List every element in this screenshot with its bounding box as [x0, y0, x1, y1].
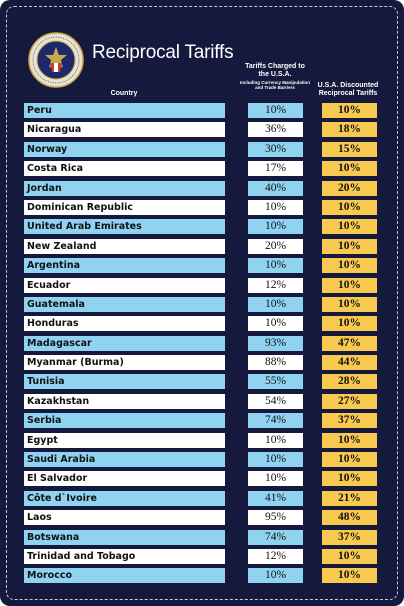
presidential-seal-icon: [28, 32, 84, 88]
table-row: [24, 394, 384, 409]
charged-tariff-cell: 10%: [248, 103, 303, 118]
table-row: [24, 549, 384, 564]
country-cell: Saudi Arabia: [24, 452, 225, 467]
country-cell: Dominican Republic: [24, 200, 225, 215]
table-row: [24, 530, 384, 545]
table-row: [24, 471, 384, 486]
country-cell: Tunisia: [24, 374, 225, 389]
discounted-tariff-cell: 10%: [322, 219, 377, 234]
discounted-tariff-cell: 10%: [322, 258, 377, 273]
discounted-tariff-cell: 37%: [322, 413, 377, 428]
discounted-tariff-cell: 10%: [322, 471, 377, 486]
country-cell: Serbia: [24, 413, 225, 428]
discounted-tariff-cell: 10%: [322, 278, 377, 293]
table-row: [24, 239, 384, 254]
table-row: [24, 258, 384, 273]
discounted-tariff-cell: 10%: [322, 549, 377, 564]
charged-tariff-cell: 55%: [248, 374, 303, 389]
table-row: [24, 374, 384, 389]
country-cell: Kazakhstan: [24, 394, 225, 409]
table-row: [24, 219, 384, 234]
charged-tariff-cell: 20%: [248, 239, 303, 254]
charged-tariff-cell: 74%: [248, 530, 303, 545]
discounted-tariff-cell: 44%: [322, 355, 377, 370]
charged-tariff-cell: 93%: [248, 336, 303, 351]
discounted-tariff-cell: 10%: [322, 200, 377, 215]
country-cell: Peru: [24, 103, 225, 118]
table-row: [24, 568, 384, 583]
country-cell: El Salvador: [24, 471, 225, 486]
charged-tariff-cell: 12%: [248, 278, 303, 293]
country-cell: Nicaragua: [24, 122, 225, 137]
page-title: Reciprocal Tariffs: [92, 42, 234, 63]
country-cell: Côte d`Ivoire: [24, 491, 225, 506]
country-cell: Argentina: [24, 258, 225, 273]
discounted-tariff-cell: 48%: [322, 510, 377, 525]
charged-tariff-cell: 10%: [248, 452, 303, 467]
country-cell: Jordan: [24, 181, 225, 196]
discounted-tariff-cell: 37%: [322, 530, 377, 545]
discounted-tariff-cell: 10%: [322, 297, 377, 312]
charged-tariff-cell: 40%: [248, 181, 303, 196]
table-row: [24, 142, 384, 157]
discounted-tariff-cell: 10%: [322, 433, 377, 448]
discounted-tariff-cell: 10%: [322, 568, 377, 583]
table-row: [24, 316, 384, 331]
tariff-table: [24, 103, 384, 588]
discounted-tariff-cell: 28%: [322, 374, 377, 389]
country-cell: Honduras: [24, 316, 225, 331]
discounted-tariff-cell: 15%: [322, 142, 377, 157]
country-cell: Norway: [24, 142, 225, 157]
table-row: [24, 278, 384, 293]
table-row: [24, 297, 384, 312]
discounted-tariff-cell: 10%: [322, 103, 377, 118]
table-row: [24, 161, 384, 176]
charged-tariff-cell: 10%: [248, 200, 303, 215]
country-cell: Madagascar: [24, 336, 225, 351]
discounted-tariff-cell: 21%: [322, 491, 377, 506]
column-header-discounted: U.S.A. Discounted Reciprocal Tariffs: [317, 82, 379, 97]
table-row: [24, 336, 384, 351]
charged-tariff-cell: 10%: [248, 258, 303, 273]
charged-tariff-cell: 10%: [248, 471, 303, 486]
table-row: [24, 103, 384, 118]
charged-tariff-cell: 17%: [248, 161, 303, 176]
charged-tariff-cell: 10%: [248, 219, 303, 234]
charged-tariff-cell: 74%: [248, 413, 303, 428]
table-row: [24, 181, 384, 196]
table-row: [24, 433, 384, 448]
discounted-tariff-cell: 10%: [322, 161, 377, 176]
country-cell: Myanmar (Burma): [24, 355, 225, 370]
discounted-tariff-cell: 18%: [322, 122, 377, 137]
charged-tariff-cell: 30%: [248, 142, 303, 157]
table-row: [24, 355, 384, 370]
table-row: [24, 510, 384, 525]
charged-tariff-cell: 10%: [248, 433, 303, 448]
charged-tariff-cell: 54%: [248, 394, 303, 409]
table-row: [24, 491, 384, 506]
country-cell: Morocco: [24, 568, 225, 583]
discounted-tariff-cell: 27%: [322, 394, 377, 409]
country-cell: Ecuador: [24, 278, 225, 293]
charged-tariff-cell: 41%: [248, 491, 303, 506]
column-header-charged-note: Including Currency Manipulation and Trade Barriers: [240, 80, 311, 90]
charged-tariff-cell: 10%: [248, 297, 303, 312]
table-row: [24, 413, 384, 428]
country-cell: United Arab Emirates: [24, 219, 225, 234]
charged-tariff-cell: 36%: [248, 122, 303, 137]
country-cell: Egypt: [24, 433, 225, 448]
country-cell: Costa Rica: [24, 161, 225, 176]
charged-tariff-cell: 10%: [248, 568, 303, 583]
table-row: [24, 452, 384, 467]
column-header-country: Country: [110, 90, 138, 97]
table-row: [24, 122, 384, 137]
discounted-tariff-cell: 10%: [322, 316, 377, 331]
country-cell: Botswana: [24, 530, 225, 545]
table-row: [24, 200, 384, 215]
country-cell: Laos: [24, 510, 225, 525]
charged-tariff-cell: 95%: [248, 510, 303, 525]
discounted-tariff-cell: 10%: [322, 452, 377, 467]
charged-tariff-cell: 88%: [248, 355, 303, 370]
discounted-tariff-cell: 10%: [322, 239, 377, 254]
country-cell: New Zealand: [24, 239, 225, 254]
column-header-charged: Tariffs Charged to the U.S.A.: [245, 63, 305, 78]
charged-tariff-cell: 10%: [248, 316, 303, 331]
discounted-tariff-cell: 20%: [322, 181, 377, 196]
charged-tariff-cell: 12%: [248, 549, 303, 564]
discounted-tariff-cell: 47%: [322, 336, 377, 351]
country-cell: Trinidad and Tobago: [24, 549, 225, 564]
country-cell: Guatemala: [24, 297, 225, 312]
